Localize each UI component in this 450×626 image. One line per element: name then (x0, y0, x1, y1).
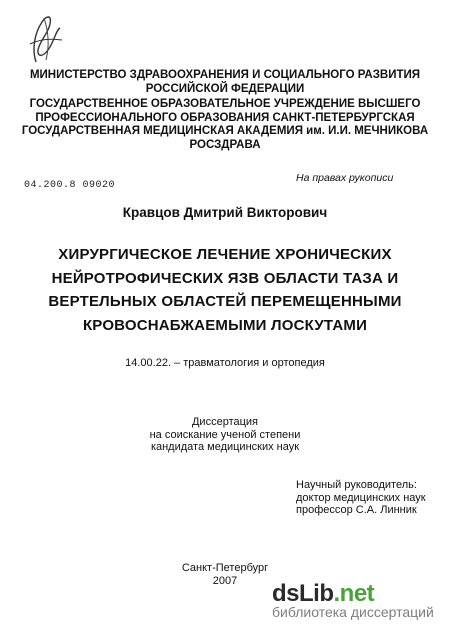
supervisor-line: доктор медицинских наук (296, 491, 426, 504)
supervisor-line: профессор С.А. Линник (296, 504, 417, 516)
watermark-tagline: библиотека диссертаций (272, 604, 434, 620)
author-name: Кравцов Дмитрий Викторович (122, 205, 328, 220)
title-line: ХИРУРГИЧЕСКОЕ ЛЕЧЕНИЕ ХРОНИЧЕСКИХ (58, 246, 392, 263)
thesis-line: кандидата медицинских наук (150, 441, 300, 453)
ministry-line: РОССИЙСКОЙ ФЕДЕРАЦИИ (145, 83, 305, 95)
title-line: ВЕРТЕЛЬНЫХ ОБЛАСТЕЙ ПЕРЕМЕЩЕННЫМИ (48, 293, 402, 310)
title-line: НЕЙРОТРОФИЧЕСКИХ ЯЗВ ОБЛАСТИ ТАЗА И (51, 269, 399, 287)
title-line: КРОВОСНАБЖАЕМЫМИ ЛОСКУТАМИ (82, 316, 368, 334)
specialty-line: 14.00.22. – травматология и ортопедия (125, 357, 325, 369)
institution-line: ГОСУДАРСТВЕННАЯ МЕДИЦИНСКАЯ АКАДЕМИЯ им. И.И. МЕЧНИКОВА (21, 125, 429, 137)
institution-line: ГОСУДАРСТВЕННОЕ ОБРАЗОВАТЕЛЬНОЕ УЧРЕЖДЕНИЕ ВЫСШЕГО (29, 98, 421, 110)
supervisor-block (296, 479, 426, 517)
thesis-type (0, 416, 450, 454)
ministry-line: МИНИСТЕРСТВО ЗДРАВООХРАНЕНИЯ И СОЦИАЛЬНОГО РАЗВИТИЯ (29, 69, 421, 81)
thesis-line: Диссертация (191, 416, 259, 428)
city-label: Санкт-Петербург (181, 562, 269, 574)
logo-prefix: dsLib (272, 580, 334, 607)
dslib-watermark[interactable] (272, 580, 444, 622)
supervisor-line: Научный руководитель: (296, 479, 417, 491)
institution-line: ПРОФЕССИОНАЛЬНОГО ОБРАЗОВАНИЯ САНКТ-ПЕТЕРБУРГСКАЯ (35, 111, 415, 124)
institution-header (0, 98, 450, 152)
rights-note: На правах рукописи (296, 172, 394, 184)
ministry-header (0, 68, 450, 96)
thesis-line: на соискание ученой степени (149, 428, 301, 441)
thesis-title (0, 243, 450, 337)
institution-line: РОСЗДРАВА (189, 138, 261, 151)
catalog-code: 04.200.8 09020 (24, 180, 116, 191)
handwritten-stamp-mark (26, 10, 66, 70)
year-label: 2007 (212, 574, 238, 587)
logo-suffix: .net (333, 580, 375, 607)
